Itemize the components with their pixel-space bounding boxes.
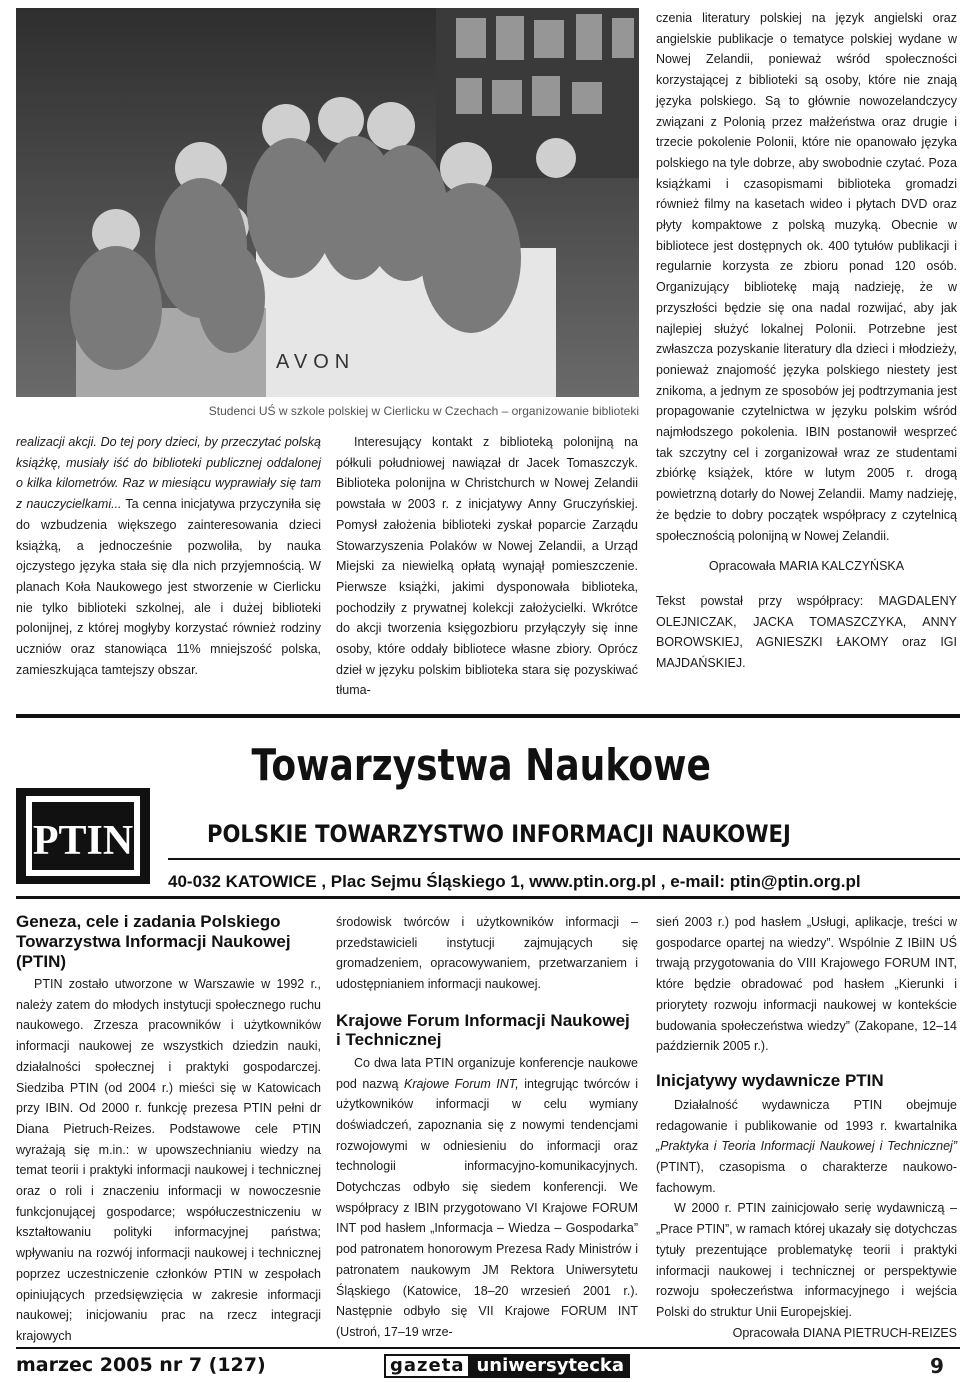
- section-heading: Geneza, cele i zadania Polskiego Towarzystwa Informacji Naukowej (PTIN): [16, 912, 291, 971]
- paragraph: sień 2003 r.) pod hasłem „Usługi, aplikacje, treści w gospodarce opartej na wiedzy”. Wspólnie Z IBiIN UŚ trwają przygotowania do VIII Krajowego FORUM INT, które będzie obradować pod hasłem „Kierunki i priorytety rozwoju informacji naukowej w kontekście budowania społeczeństwa wiedzy” (Zakopane, 12–14 październik 2005 r.).: [656, 915, 957, 1054]
- text-normal: integrując twórców i użytkowników informacji w celu wymiany doświadczeń, zapoznania się z nowymi tendencjami rozwojowymi w odniesieniu do informacji oraz technologii informacyjno-komunikacyjnych. Dotychczas odbyło się siedem konferencji. We współpracy z IBIN przygotowano VI Krajowe FORUM INT pod hasłem „Informacja – Wiedza – Gospodarka” pod patronatem honorowym Prezesa Rady Ministrów i patronatem naukowym JM Rektora Uniwersytetu Śląskiego (Katowice, 18–20 wrzesień 2001 r.). Następnie odbyło się VII Krajowe FORUM INT (Ustroń, 17–19 wrze-: [336, 1076, 638, 1339]
- issue-info: marzec 2005 nr 7 (127): [16, 1354, 266, 1376]
- article-column-bottom-left: [16, 912, 321, 1347]
- signature-prefix: Opracowała: [708, 559, 780, 574]
- organization-address: 40-032 KATOWICE , Plac Sejmu Śląskiego 1, www.ptin.org.pl , e-mail: ptin@ptin.org.pl: [168, 872, 861, 891]
- text-italic: „Praktyka i Teoria Informacji Naukowej i Technicznej”: [656, 1139, 957, 1154]
- photo-caption: Studenci UŚ w szkole polskiej w Cierlicku w Czechach – organizowanie biblioteki: [208, 404, 639, 418]
- page-number: 9: [930, 1354, 944, 1378]
- box-label: AVON: [276, 351, 356, 373]
- paragraph: [336, 1053, 638, 1343]
- text-normal: Działalność wydawnicza PTIN obejmuje redagowanie i publikowanie od 1993 r. kwartalnika: [656, 1097, 957, 1133]
- signature: [656, 556, 957, 577]
- article-column-top-middle: [336, 432, 638, 701]
- section-heading: Krajowe Forum Informacji Naukowej i Technicznej: [336, 1010, 630, 1049]
- banner-bottom-rule: [16, 896, 960, 899]
- ptin-logo-graphic: [16, 788, 150, 884]
- organization-name: POLSKIE TOWARZYSTWO INFORMACJI NAUKOWEJ: [207, 820, 791, 848]
- ptin-logo: [16, 788, 150, 884]
- logo-part-gazeta: gazeta: [384, 1354, 470, 1378]
- text-normal: Ta cenna inicjatywa przyczyniła się do wzbudzenia większego zainteresowania dzieci książką, a jednocześnie pozwoliła, by nauka ojczystego języka stała się dla nich przyjemnością. W planach Koła Naukowego jest stworzenie w Cierlicku nie tylko biblioteki szkolnej, ale i dużej biblioteki polonijnej, z której mogłyby korzystać również rodziny uczniów oraz stanowiąca 11% mniejszość polska, zamieszkująca tamtejszy obszar.: [16, 497, 321, 677]
- article-column-top-right: [656, 8, 957, 674]
- text-normal: (PTINT), czasopisma o charakterze naukowo-fachowym.: [656, 1160, 957, 1195]
- signature: [656, 1323, 957, 1344]
- photo-students-library: [16, 8, 639, 397]
- text-italic: realizacji akcji. Do tej pory dzieci, by przeczytać polską książkę, musiały iść do biblioteki publicznej oddalonej o kilka kilometrów. Raz w miesiącu wyprawiały się tam z nauczycielkami...: [16, 435, 321, 512]
- article-column-top-left: [16, 432, 321, 680]
- article-column-bottom-right: [656, 912, 957, 1343]
- section-title: Towarzystwa Naukowe: [251, 740, 711, 791]
- article-column-bottom-middle: [336, 912, 638, 1343]
- signature-prefix: Opracowała: [732, 1325, 803, 1340]
- signature-name: MARIA KALCZYŃSKA: [779, 559, 905, 574]
- collaboration-note: [656, 591, 957, 674]
- text-italic: Krajowe Forum INT,: [403, 1076, 519, 1091]
- section-divider: [16, 714, 960, 718]
- collab-prefix: Tekst powstał przy współpracy:: [656, 593, 879, 608]
- text-normal: Co dwa lata PTIN organizuje konferencje naukowe pod nazwą: [336, 1055, 638, 1091]
- paragraph: PTIN zostało utworzone w Warszawie w 1992 r., należy zatem do młodych instytucji społecznego ruchu naukowego. Zrzesza pracowników i użytkowników informacji naukowej ze wszystkich dziedzin nauki, działalności społecznej i praktyki gospodarczej. Siedziba PTIN (od 2004 r.) mieści się w Katowicach przy IBIN. Od 2000 r. funkcję prezesa PTIN pełni dr Diana Pietruch-Reizes. Podstawowe cele PTIN wyrażają się m.in.: w upowszechnianiu wiedzy na temat teorii i praktyki informacji naukowej i technicznej oraz o roli i znaczeniu informacji w nowoczesnie funkcjonującej gospodarce; współuczestniczeniu w kształtowaniu polityki informacyjnej państwa; wpływaniu na rozwój informacji naukowej i technicznej poprzez uczestniczenie członków PTIN w zespołach opiniujących przedsięwzięcia w zakresie informacji naukowej; inicjowaniu prac na rzecz integracji krajowych: [16, 977, 321, 1343]
- signature-name: DIANA PIETRUCH-REIZES: [802, 1325, 957, 1340]
- section-heading: Inicjatywy wydawnicze PTIN: [656, 1070, 884, 1090]
- footer-rule: [16, 1347, 960, 1349]
- logo-text: PTIN: [32, 818, 134, 864]
- logo-part-uniwersytecka: uniwersytecka: [470, 1354, 630, 1378]
- paragraph: Interesujący kontakt z biblioteką polonijną na półkuli południowej nawiązał dr Jacek Tomaszczyk. Biblioteka polonijna w Christchurch w Nowej Zelandii powstała w 2003 r. z inicjatywy Anny Gruczyńskiej. Pomysł założenia biblioteki zyskał poparcie Zarządu Stowarzyszenia Polaków w Nowej Zelandii, a Urząd Miejski za niewielką opłatą wynajął pomieszczenie. Pierwsze książki, jakimi dysponowała biblioteka, pochodziły z prywatnej kolekcji założycielki. Wkrótce do akcji tworzenia księgozbioru przyłączyły się inne osoby, które oddały bibliotece własne zbiory. Oprócz dzieł w języku polskim biblioteka stara się pozyskiwać tłuma-: [336, 435, 638, 698]
- banner-rule: [168, 858, 960, 860]
- paragraph: środowisk twórców i użytkowników informacji – przedstawicieli instytucji zajmujących się gromadzeniem, opracowywaniem, przetwarzaniem i udostępnianiem informacji naukowej.: [336, 915, 638, 992]
- paragraph: [656, 1095, 957, 1199]
- paragraph: W 2000 r. PTIN zainicjowało serię wydawniczą – „Prace PTIN”, w ramach której ukazały się dotychczas tytuły prezentujące problematykę teorii i praktyki informacji naukowej i technicznej or perspektywie rozwoju społeczeństwa informacyjnego i wejścia Polski do struktur Unii Europejskiej.: [656, 1201, 957, 1319]
- collab-names: MAGDALENY OLEJNICZAK, JACKA TOMASZCZYKA, ANNY BOROWSKIEJ, AGNIESZKI ŁAKOMY oraz IGI MAJDAŃSKIEJ.: [656, 593, 957, 671]
- paragraph: czenia literatury polskiej na język angielski oraz angielskie publikacje o tematyce polskiej wydane w Nowej Zelandii, ponieważ wśród społeczności korzystającej z biblioteki są osoby, które nie znają języka polskiego. Są to głównie nowozelandczycy związani z Polonią przez małżeństwa oraz drugie i trzecie pokolenie Polonii, które nie opanowało języka polskiego na tyle dobrze, aby swobodnie czytać. Poza książkami i czasopismami biblioteka gromadzi również filmy na kasetach wideo i płytach DVD oraz płyty kompaktowe z polską muzyką. Obecnie w bibliotece jest dostępnych ok. 400 tytułów publikacji i regularnie korzysta ze zbioru ponad 120 osób. Organizujący bibliotekę mają nadzieję, że w przyszłości będzie się ona nadal rozwijać, aby jak najlepiej służyć lokalnej Polonii. Potrzebne jest zwłaszcza pozyskanie literatury dla dzieci i młodzieży, ponieważ znajomość języka polskiego niestety jest znikoma, a jednym ze sposobów jej podtrzymania jest propagowanie czytelnictwa w języku polskim wśród najmłodszego pokolenia. IBIN postanowił wesprzeć tak szczytny cel i zorganizował wraz ze studentami zbiórkę książek, które w lutym 2005 r. drogą powietrzną dotarły do Nowej Zelandii. Mamy nadzieję, że będzie to dobry początek współpracy z czytelnicą społecznością polonijną w Nowej Zelandii.: [656, 11, 957, 543]
- photo-illustration: [16, 8, 639, 397]
- gazeta-logo: [384, 1354, 630, 1378]
